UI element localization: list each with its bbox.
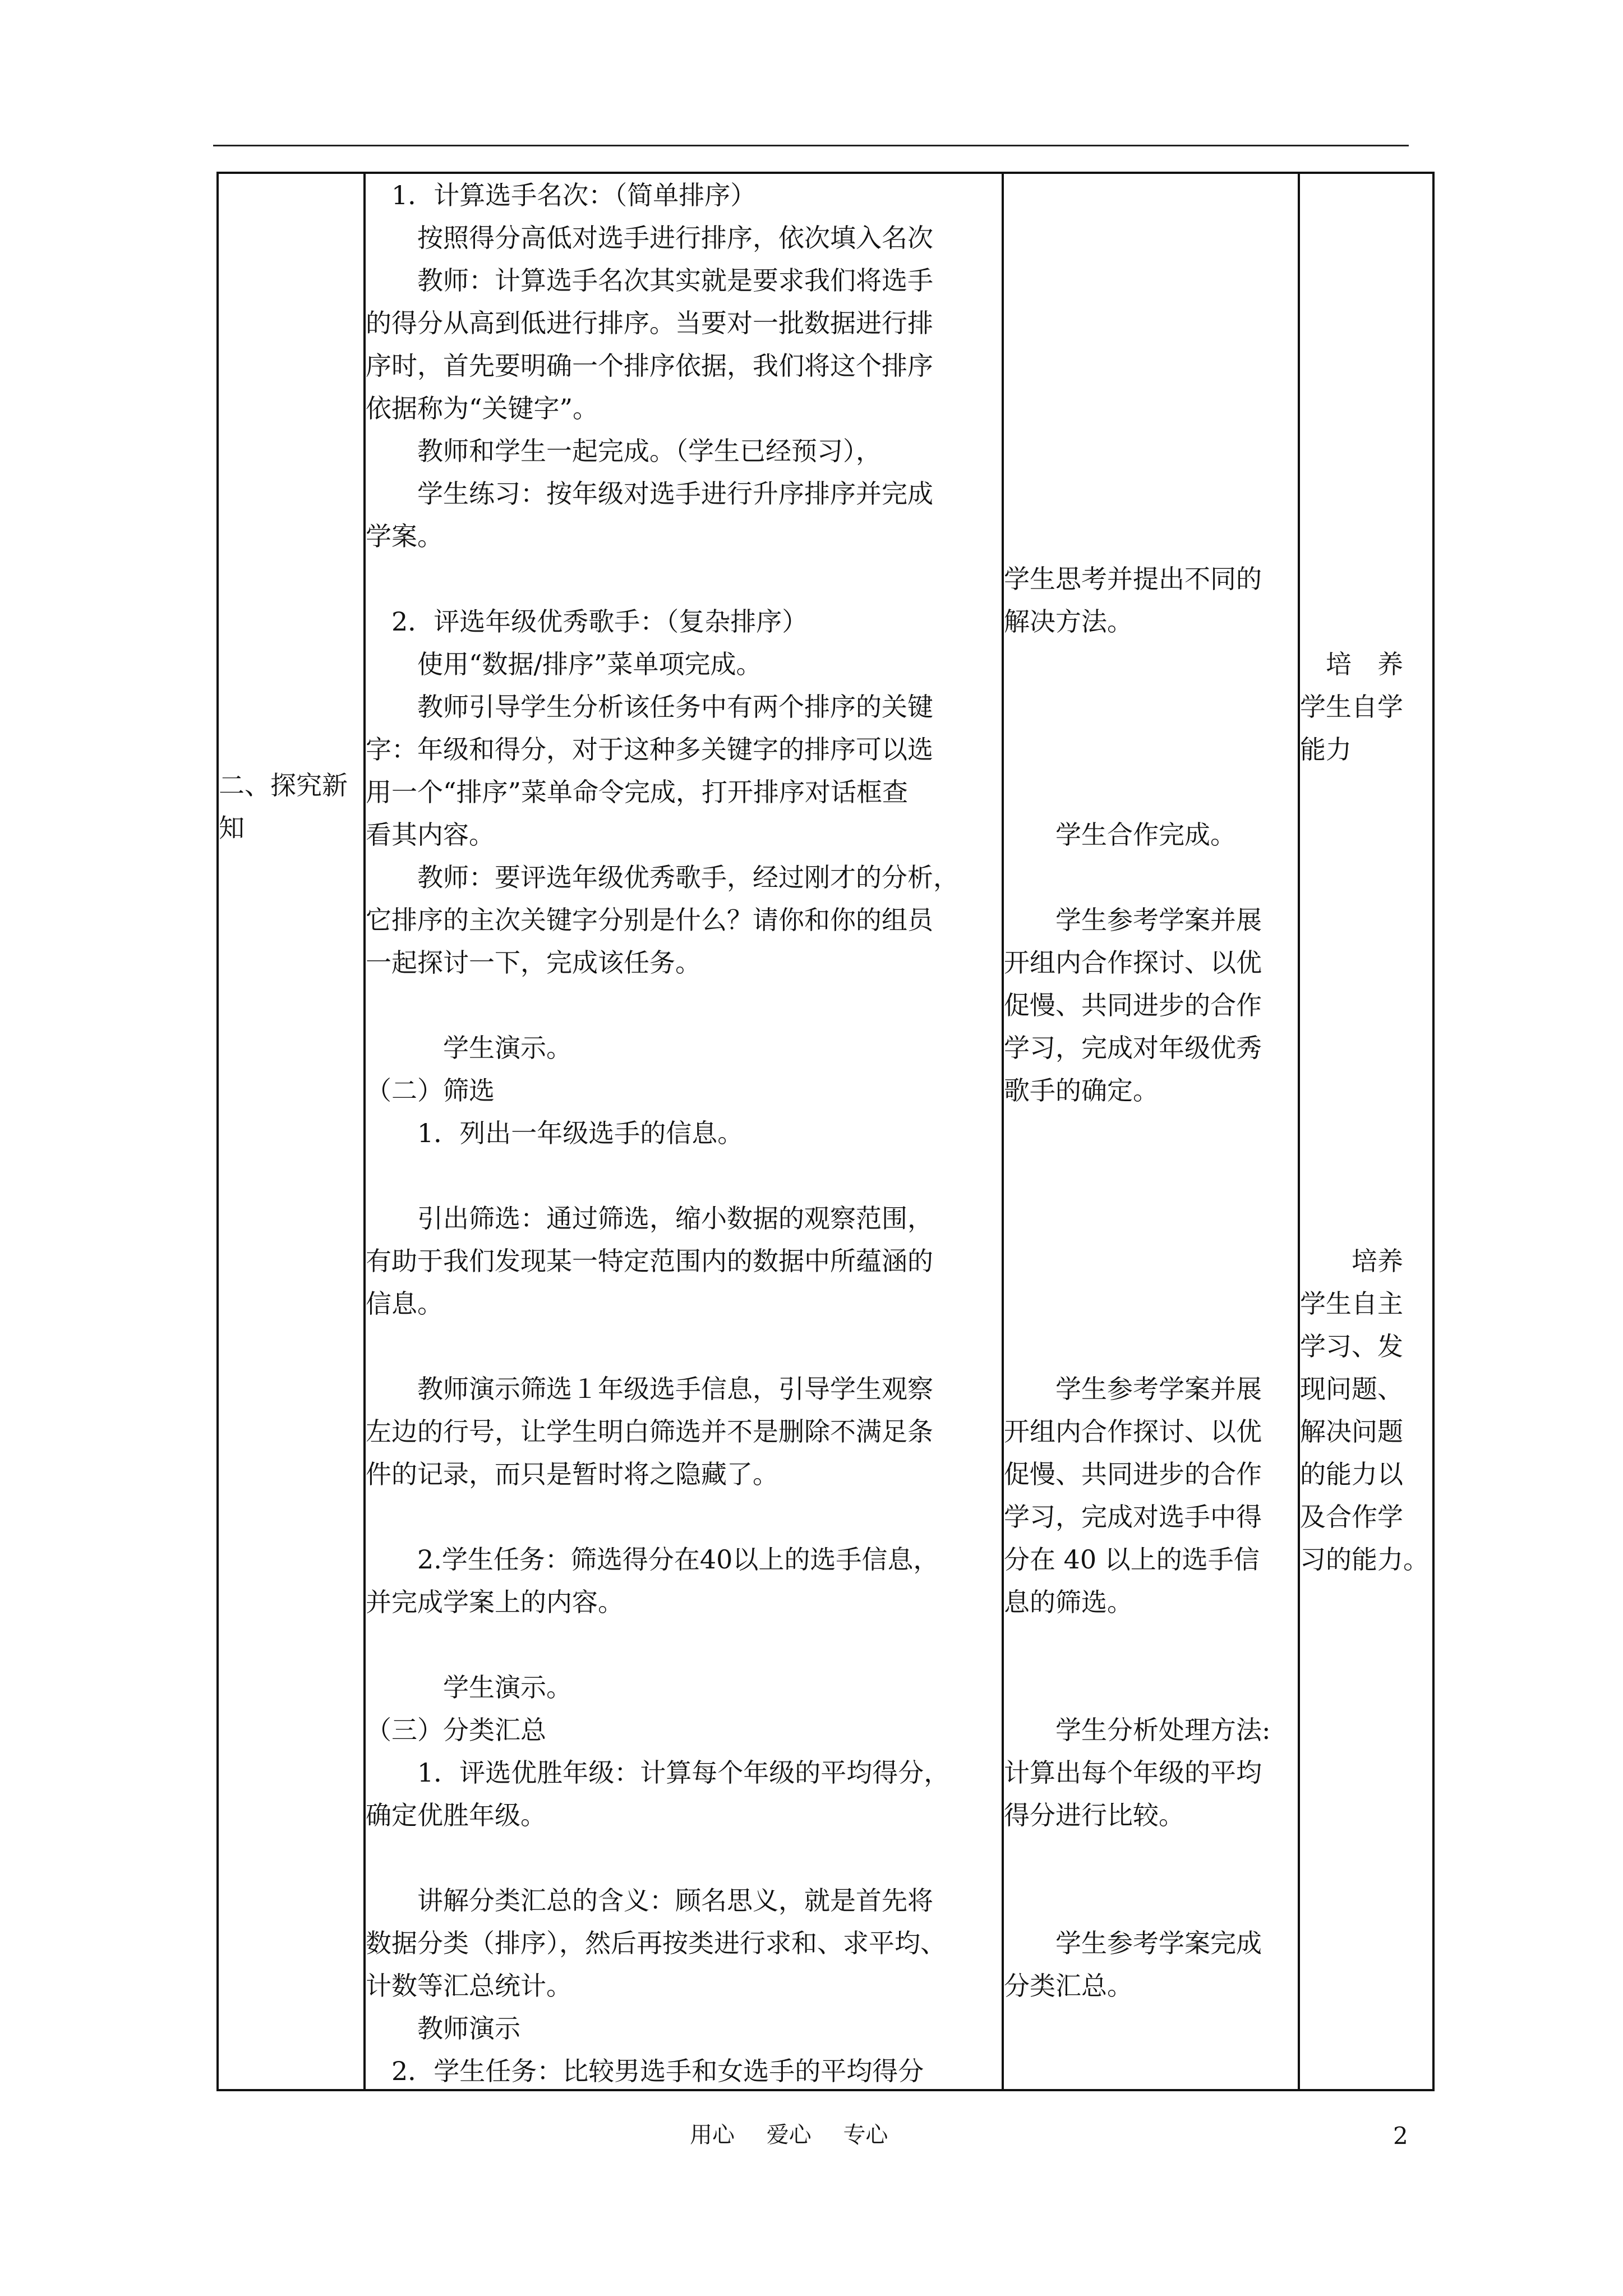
content-line: 一起探讨一下，完成该任务。 bbox=[366, 947, 701, 978]
content-line: 件的记录，而只是暂时将之隐藏了。 bbox=[366, 1459, 778, 1489]
content-line: 教师演示 bbox=[366, 2013, 520, 2044]
design-intent-cell bbox=[1299, 173, 1433, 2090]
footer-part: 用心 bbox=[690, 2122, 735, 2148]
content-line: 2．学生任务：比较男选手和女选手的平均得分 bbox=[366, 2056, 924, 2086]
intent-line: 解决问题 bbox=[1300, 1416, 1403, 1447]
footer-part: 专心 bbox=[843, 2122, 888, 2148]
activity-line: 开组内合作探讨、以优 bbox=[1004, 1416, 1262, 1447]
content-line: 学案。 bbox=[366, 521, 443, 551]
content-line: 按照得分高低对选手进行排序，依次填入名次 bbox=[366, 223, 933, 253]
content-line: 教师：计算选手名次其实就是要求我们将选手 bbox=[366, 265, 933, 296]
intent-line: 培 养 bbox=[1300, 649, 1403, 679]
activity-line: 得分进行比较。 bbox=[1004, 1800, 1184, 1830]
activity-line: 学生参考学案并展 bbox=[1004, 905, 1262, 935]
intent-line: 及合作学 bbox=[1300, 1502, 1403, 1532]
activity-line: 学生分析处理方法: bbox=[1004, 1715, 1271, 1745]
content-cell bbox=[365, 173, 1003, 2090]
content-line: （二）筛选 bbox=[366, 1075, 495, 1106]
content-line: 的得分从高到低进行排序。当要对一批数据进行排 bbox=[366, 308, 933, 338]
intent-line: 现问题、 bbox=[1300, 1374, 1403, 1404]
lesson-plan-table bbox=[216, 172, 1435, 2091]
content-line: 1．计算选手名次：（简单排序） bbox=[366, 180, 757, 210]
stage-label: 二、探究新知 bbox=[219, 770, 348, 843]
activity-line: 歌手的确定。 bbox=[1004, 1075, 1159, 1106]
intent-line: 学生自主 bbox=[1300, 1289, 1403, 1319]
activity-line: 解决方法。 bbox=[1004, 606, 1133, 637]
intent-line: 习的能力。 bbox=[1300, 1544, 1429, 1575]
content-line: 序时，首先要明确一个排序依据，我们将这个排序 bbox=[366, 351, 933, 381]
footer-motto bbox=[690, 2122, 912, 2148]
content-line: 它排序的主次关键字分别是什么？请你和你的组员 bbox=[366, 905, 933, 935]
stage-cell bbox=[218, 173, 365, 2090]
activity-line: 学生参考学案并展 bbox=[1004, 1374, 1262, 1404]
intent-line: 学生自学 bbox=[1300, 692, 1403, 722]
intent-line: 学习、发 bbox=[1300, 1331, 1403, 1361]
intent-line: 能力 bbox=[1300, 734, 1352, 765]
content-line: 学生演示。 bbox=[366, 1033, 572, 1063]
content-line: 有助于我们发现某一特定范围内的数据中所蕴涵的 bbox=[366, 1246, 933, 1276]
activity-line: 学生参考学案完成 bbox=[1004, 1928, 1262, 1958]
content-line: 依据称为“关键字”。 bbox=[366, 393, 599, 424]
content-line: （三）分类汇总 bbox=[366, 1715, 546, 1745]
content-line: 讲解分类汇总的含义：顾名思义，就是首先将 bbox=[366, 1885, 933, 1916]
activity-line: 学习，完成对年级优秀 bbox=[1004, 1033, 1262, 1063]
content-line: 字：年级和得分，对于这种多关键字的排序可以选 bbox=[366, 734, 933, 765]
content-line: 教师演示筛选１年级选手信息，引导学生观察 bbox=[366, 1374, 933, 1404]
activity-line: 学生合作完成。 bbox=[1004, 820, 1236, 850]
activity-line: 促慢、共同进步的合作 bbox=[1004, 1459, 1262, 1489]
activity-line: 计算出每个年级的平均 bbox=[1004, 1757, 1262, 1788]
activity-line: 学习，完成对选手中得 bbox=[1004, 1502, 1262, 1532]
intent-line: 培养 bbox=[1300, 1246, 1403, 1276]
content-line: 1．评选优胜年级：计算每个年级的平均得分， bbox=[366, 1757, 950, 1788]
activity-line: 分在 40 以上的选手信 bbox=[1004, 1544, 1260, 1575]
activity-line: 开组内合作探讨、以优 bbox=[1004, 947, 1262, 978]
page-number: 2 bbox=[1393, 2122, 1408, 2150]
content-line: 学生演示。 bbox=[366, 1672, 572, 1703]
activity-line: 学生思考并提出不同的 bbox=[1004, 564, 1262, 594]
content-line: 左边的行号，让学生明白筛选并不是删除不满足条 bbox=[366, 1416, 933, 1447]
content-line: 教师：要评选年级优秀歌手，经过刚才的分析， bbox=[366, 862, 959, 892]
content-line: 并完成学案上的内容。 bbox=[366, 1587, 624, 1617]
intent-line: 的能力以 bbox=[1300, 1459, 1403, 1489]
activity-line: 分类汇总。 bbox=[1004, 1971, 1133, 2001]
content-line: 使用“数据/排序”菜单项完成。 bbox=[366, 649, 762, 679]
content-line: 引出筛选：通过筛选，缩小数据的观察范围， bbox=[366, 1203, 933, 1234]
content-line: 看其内容。 bbox=[366, 820, 495, 850]
content-line: 信息。 bbox=[366, 1289, 443, 1319]
activity-line: 息的筛选。 bbox=[1004, 1587, 1133, 1617]
content-line: 2.学生任务：筛选得分在40以上的选手信息， bbox=[366, 1544, 939, 1575]
content-line: 1．列出一年级选手的信息。 bbox=[366, 1118, 744, 1148]
content-line: 2．评选年级优秀歌手：（复杂排序） bbox=[366, 606, 808, 637]
content-line: 教师引导学生分析该任务中有两个排序的关键 bbox=[366, 692, 933, 722]
content-line: 教师和学生一起完成。（学生已经预习）， bbox=[366, 436, 882, 466]
table-row bbox=[218, 173, 1433, 2090]
content-line: 用一个“排序”菜单命令完成，打开排序对话框查 bbox=[366, 777, 909, 807]
activity-line: 促慢、共同进步的合作 bbox=[1004, 990, 1262, 1020]
content-line: 学生练习：按年级对选手进行升序排序并完成 bbox=[366, 478, 933, 509]
content-line: 确定优胜年级。 bbox=[366, 1800, 546, 1830]
content-line: 计数等汇总统计。 bbox=[366, 1971, 572, 2001]
student-activity-cell bbox=[1003, 173, 1299, 2090]
footer-part: 爱心 bbox=[766, 2122, 811, 2148]
header-rule bbox=[213, 145, 1409, 146]
content-line: 数据分类（排序），然后再按类进行求和、求平均、 bbox=[366, 1928, 946, 1958]
